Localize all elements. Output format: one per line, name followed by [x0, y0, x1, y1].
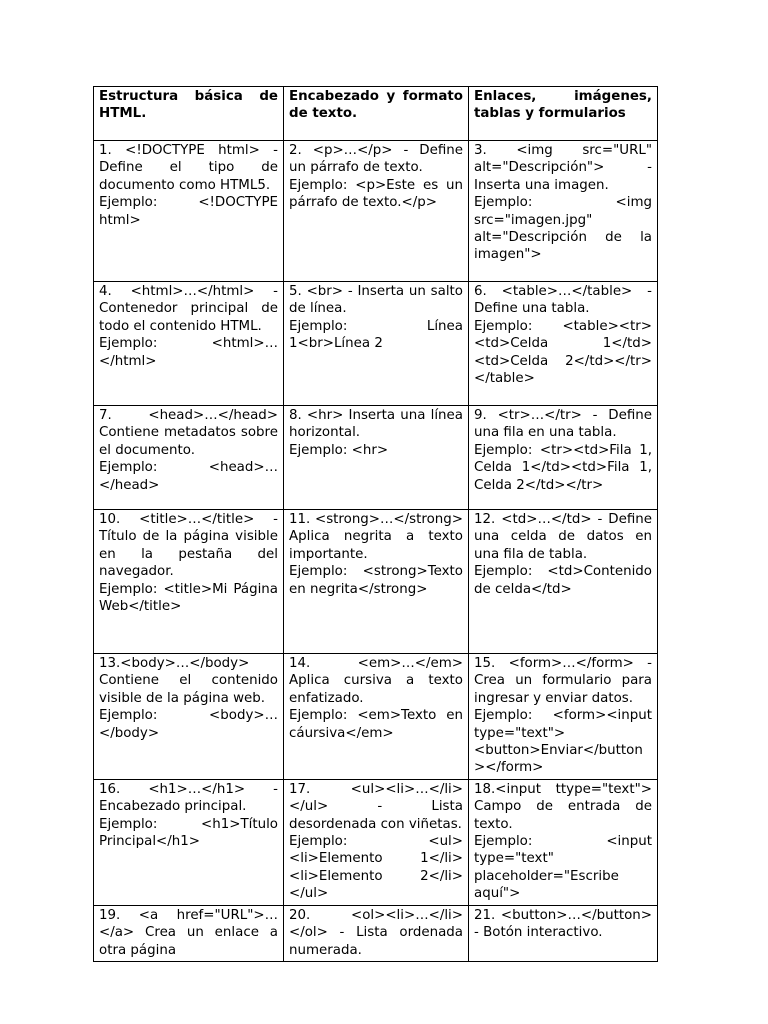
tag-example: Ejemplo: <p>Este es un párrafo de texto.</p> [289, 177, 463, 211]
tag-example: Ejemplo: <form><input type="text"><button>Enviar</button></form> [474, 708, 652, 776]
tag-example: Ejemplo: <ul><li>Elemento 1</li><li>Elemento 2</li></ul> [289, 834, 463, 902]
tag-description: 3. <img src="URL" alt="Descripción"> - Inserta una imagen. [474, 143, 652, 193]
table-row [94, 510, 658, 654]
table-cell [469, 510, 658, 654]
tag-example: Ejemplo: <h1>Título Principal</h1> [99, 816, 278, 850]
table-row [94, 282, 658, 406]
tag-description: 8. <hr> Inserta una línea horizontal. [289, 408, 463, 441]
tag-description: 16. <h1>…</h1> - Encabezado principal. [99, 781, 278, 815]
header-cell-text-format: Encabezado y formato de texto. [284, 87, 469, 141]
table-cell [469, 141, 658, 282]
tag-example: Ejemplo: <table><tr><td>Celda 1</td><td>Celda 2</td></tr></table> [474, 318, 652, 387]
tag-description: 9. <tr>…</tr> - Define una fila en una tabla. [474, 408, 652, 441]
tag-description: 5. <br> - Inserta un salto de línea. [289, 284, 463, 317]
tag-description: 21. <button>…</button> - Botón interactivo. [474, 907, 652, 941]
table-cell [94, 510, 284, 654]
table-cell [284, 779, 469, 905]
tag-example: Ejemplo: <input type="text" placeholder="Escribe aquí"> [474, 834, 652, 902]
table-cell [284, 141, 469, 282]
tag-example: Ejemplo: Línea 1<br>Línea 2 [289, 318, 463, 352]
table-cell [284, 510, 469, 654]
table-cell [284, 905, 469, 961]
header-row [94, 87, 658, 141]
table-cell [469, 654, 658, 780]
table-cell [284, 406, 469, 510]
table-cell [469, 905, 658, 961]
tag-example: Ejemplo: <strong>Texto en negrita</strong> [289, 564, 463, 597]
table-cell [469, 779, 658, 905]
tag-description: 1. <!DOCTYPE html> - Define el tipo de documento como HTML5. [99, 143, 278, 193]
tag-description: 6. <table>…</table> - Define una tabla. [474, 284, 652, 317]
tag-description: 4. <html>…</html> - Contenedor principal de todo el contenido HTML. [99, 284, 278, 334]
html-reference-table [93, 86, 658, 962]
header-cell-structure: Estructura básica de HTML. [94, 87, 284, 141]
tag-description: 14. <em>…</em> Aplica cursiva a texto enfatizado. [289, 656, 463, 706]
table-cell [469, 282, 658, 406]
tag-description: 17. <ul><li>…</li></ul> - Lista desordenada con viñetas. [289, 781, 463, 832]
table-cell [94, 654, 284, 780]
table-cell [94, 779, 284, 905]
tag-example: Ejemplo: <!DOCTYPE html> [99, 195, 278, 228]
tag-description: 20. <ol><li>…</li></ol> - Lista ordenada numerada. [289, 907, 463, 958]
table-row [94, 141, 658, 282]
table-cell [94, 282, 284, 406]
tag-description: 18.<input ttype="text"> Campo de entrada de texto. [474, 781, 652, 832]
tag-example: Ejemplo: <tr><td>Fila 1, Celda 1</td><td>Fila 1, Celda 2</td></tr> [474, 442, 652, 493]
table-cell [94, 905, 284, 961]
table-cell [284, 654, 469, 780]
tag-example: Ejemplo: <td>Contenido de celda</td> [474, 564, 652, 597]
tag-description: 10. <title>…</title> - Título de la página visible en la pestaña del navegador. [99, 512, 278, 580]
tag-description: 7. <head>…</head> Contiene metadatos sobre el documento. [99, 408, 278, 458]
tag-description: 2. <p>…</p> - Define un párrafo de texto. [289, 143, 463, 176]
tag-example: Ejemplo: <body>…</body> [99, 708, 278, 741]
table-row [94, 406, 658, 510]
table-row [94, 905, 658, 961]
header-cell-links-images: Enlaces, imágenes, tablas y formularios [469, 87, 658, 141]
tag-description: 12. <td>…</td> - Define una celda de datos en una fila de tabla. [474, 512, 652, 562]
table-row [94, 654, 658, 780]
table-cell [469, 406, 658, 510]
tag-description: 13.<body>…</body> Contiene el contenido visible de la página web. [99, 656, 278, 706]
tag-description: 11. <strong>…</strong> Aplica negrita a texto importante. [289, 512, 463, 562]
tag-example: Ejemplo: <html>…</html> [99, 336, 278, 369]
tag-example: Ejemplo: <head>…</head> [99, 460, 278, 493]
tag-example: Ejemplo: <img src="imagen.jpg" alt="Descripción de la imagen"> [474, 195, 652, 263]
tag-example: Ejemplo: <title>Mi Página Web</title> [99, 581, 278, 615]
table-cell [94, 141, 284, 282]
tag-example: Ejemplo: <em>Texto en cáursiva</em> [289, 708, 463, 741]
tag-description: 19. <a href="URL">…</a> Crea un enlace a otra página [99, 907, 278, 958]
table-cell [284, 282, 469, 406]
table-cell [94, 406, 284, 510]
tag-example: Ejemplo: <hr> [289, 442, 389, 458]
table-row [94, 779, 658, 905]
tag-description: 15. <form>…</form> - Crea un formulario para ingresar y enviar datos. [474, 656, 652, 706]
